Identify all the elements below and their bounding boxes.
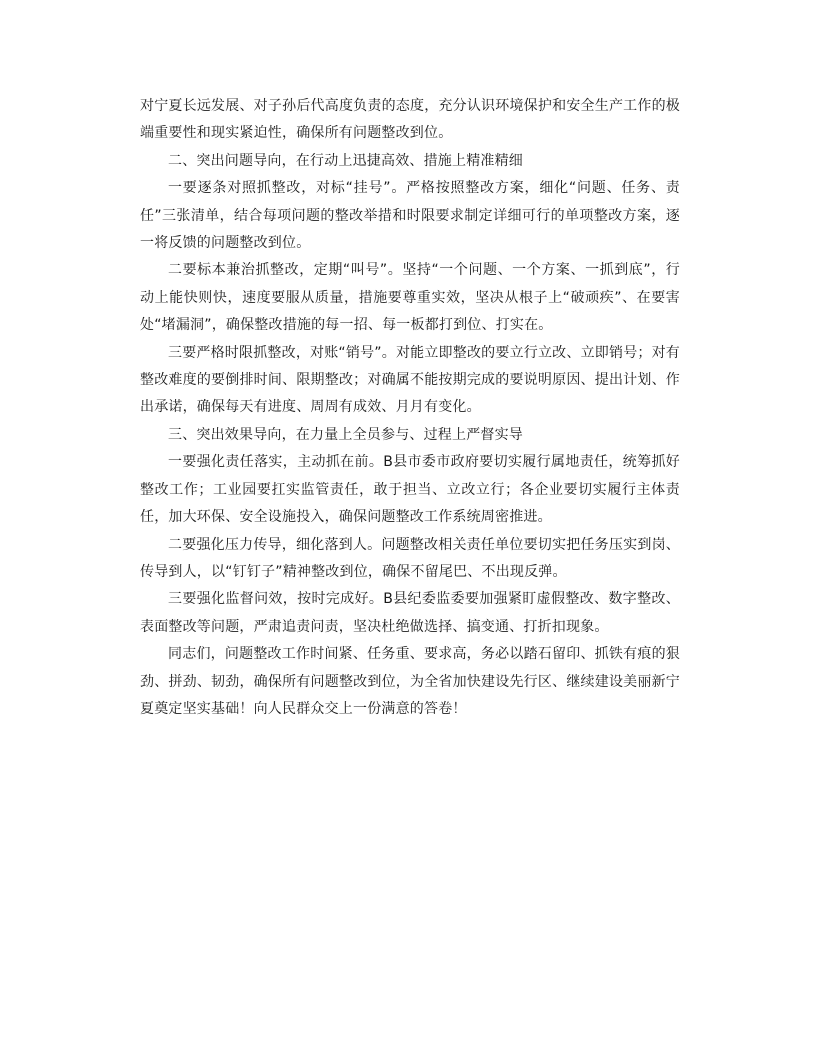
body-paragraph: 一要强化责任落实，主动抓在前。B县市委市政府要切实履行属地责任，统筹抓好整改工作；工业园要扛实监管责任，敢于担当、立改立行；各企业要切实履行主体责任，加大环保、安全设施投入，确保问题整改工作系统周密推进。 [140,454,680,526]
body-paragraph: 三要严格时限抓整改，对账“销号”。对能立即整改的要立行立改、立即销号；对有整改难度的要倒排时间、限期整改；对确属不能按期完成的要说明原因、提出计划、作出承诺，确保每天有进度、周周有成效、月月有变化。 [140,344,680,416]
body-paragraph: 一要逐条对照抓整改，对标“挂号”。严格按照整改方案，细化“问题、任务、责任”三张清单，结合每项问题的整改举措和时限要求制定详细可行的单项整改方案，逐一将反馈的问题整改到位。 [140,180,680,252]
document-body [140,93,680,723]
closing-paragraph: 同志们，问题整改工作时间紧、任务重、要求高，务必以踏石留印、抓铁有痕的狠劲、拼劲、韧劲，确保所有问题整改到位，为全省加快建设先行区、继续建设美丽新宁夏奠定坚实基础！向人民群众交上一份满意的答卷！ [140,646,680,717]
body-paragraph: 二要标本兼治抓整改，定期“叫号”。坚持“一个问题、一个方案、一抓到底”，行动上能快则快，速度要服从质量，措施要尊重实效，坚决从根子上“破顽疾”、在要害处“堵漏洞”，确保整改措施的每一招、每一板都打到位、打实在。 [140,262,680,334]
body-paragraph-continuation: 对宁夏长远发展、对子孙后代高度负责的态度，充分认识环境保护和安全生产工作的极端重要性和现实紧迫性，确保所有问题整改到位。 [140,98,680,142]
section-heading-3: 三、突出效果导向，在力量上全员参与、过程上严督实导 [168,426,523,443]
body-paragraph: 三要强化监督问效，按时完成好。B县纪委监委要加强紧盯虚假整改、数字整改、表面整改等问题，严肃追责问责，坚决杜绝做选择、搞变通、打折扣现象。 [140,591,680,635]
body-paragraph: 二要强化压力传导，细化落到人。问题整改相关责任单位要切实把任务压实到岗、传导到人，以“钉钉子”精神整改到位，确保不留尾巴、不出现反弹。 [140,536,680,580]
section-heading-2: 二、突出问题导向，在行动上迅捷高效、措施上精准精细 [168,152,523,169]
